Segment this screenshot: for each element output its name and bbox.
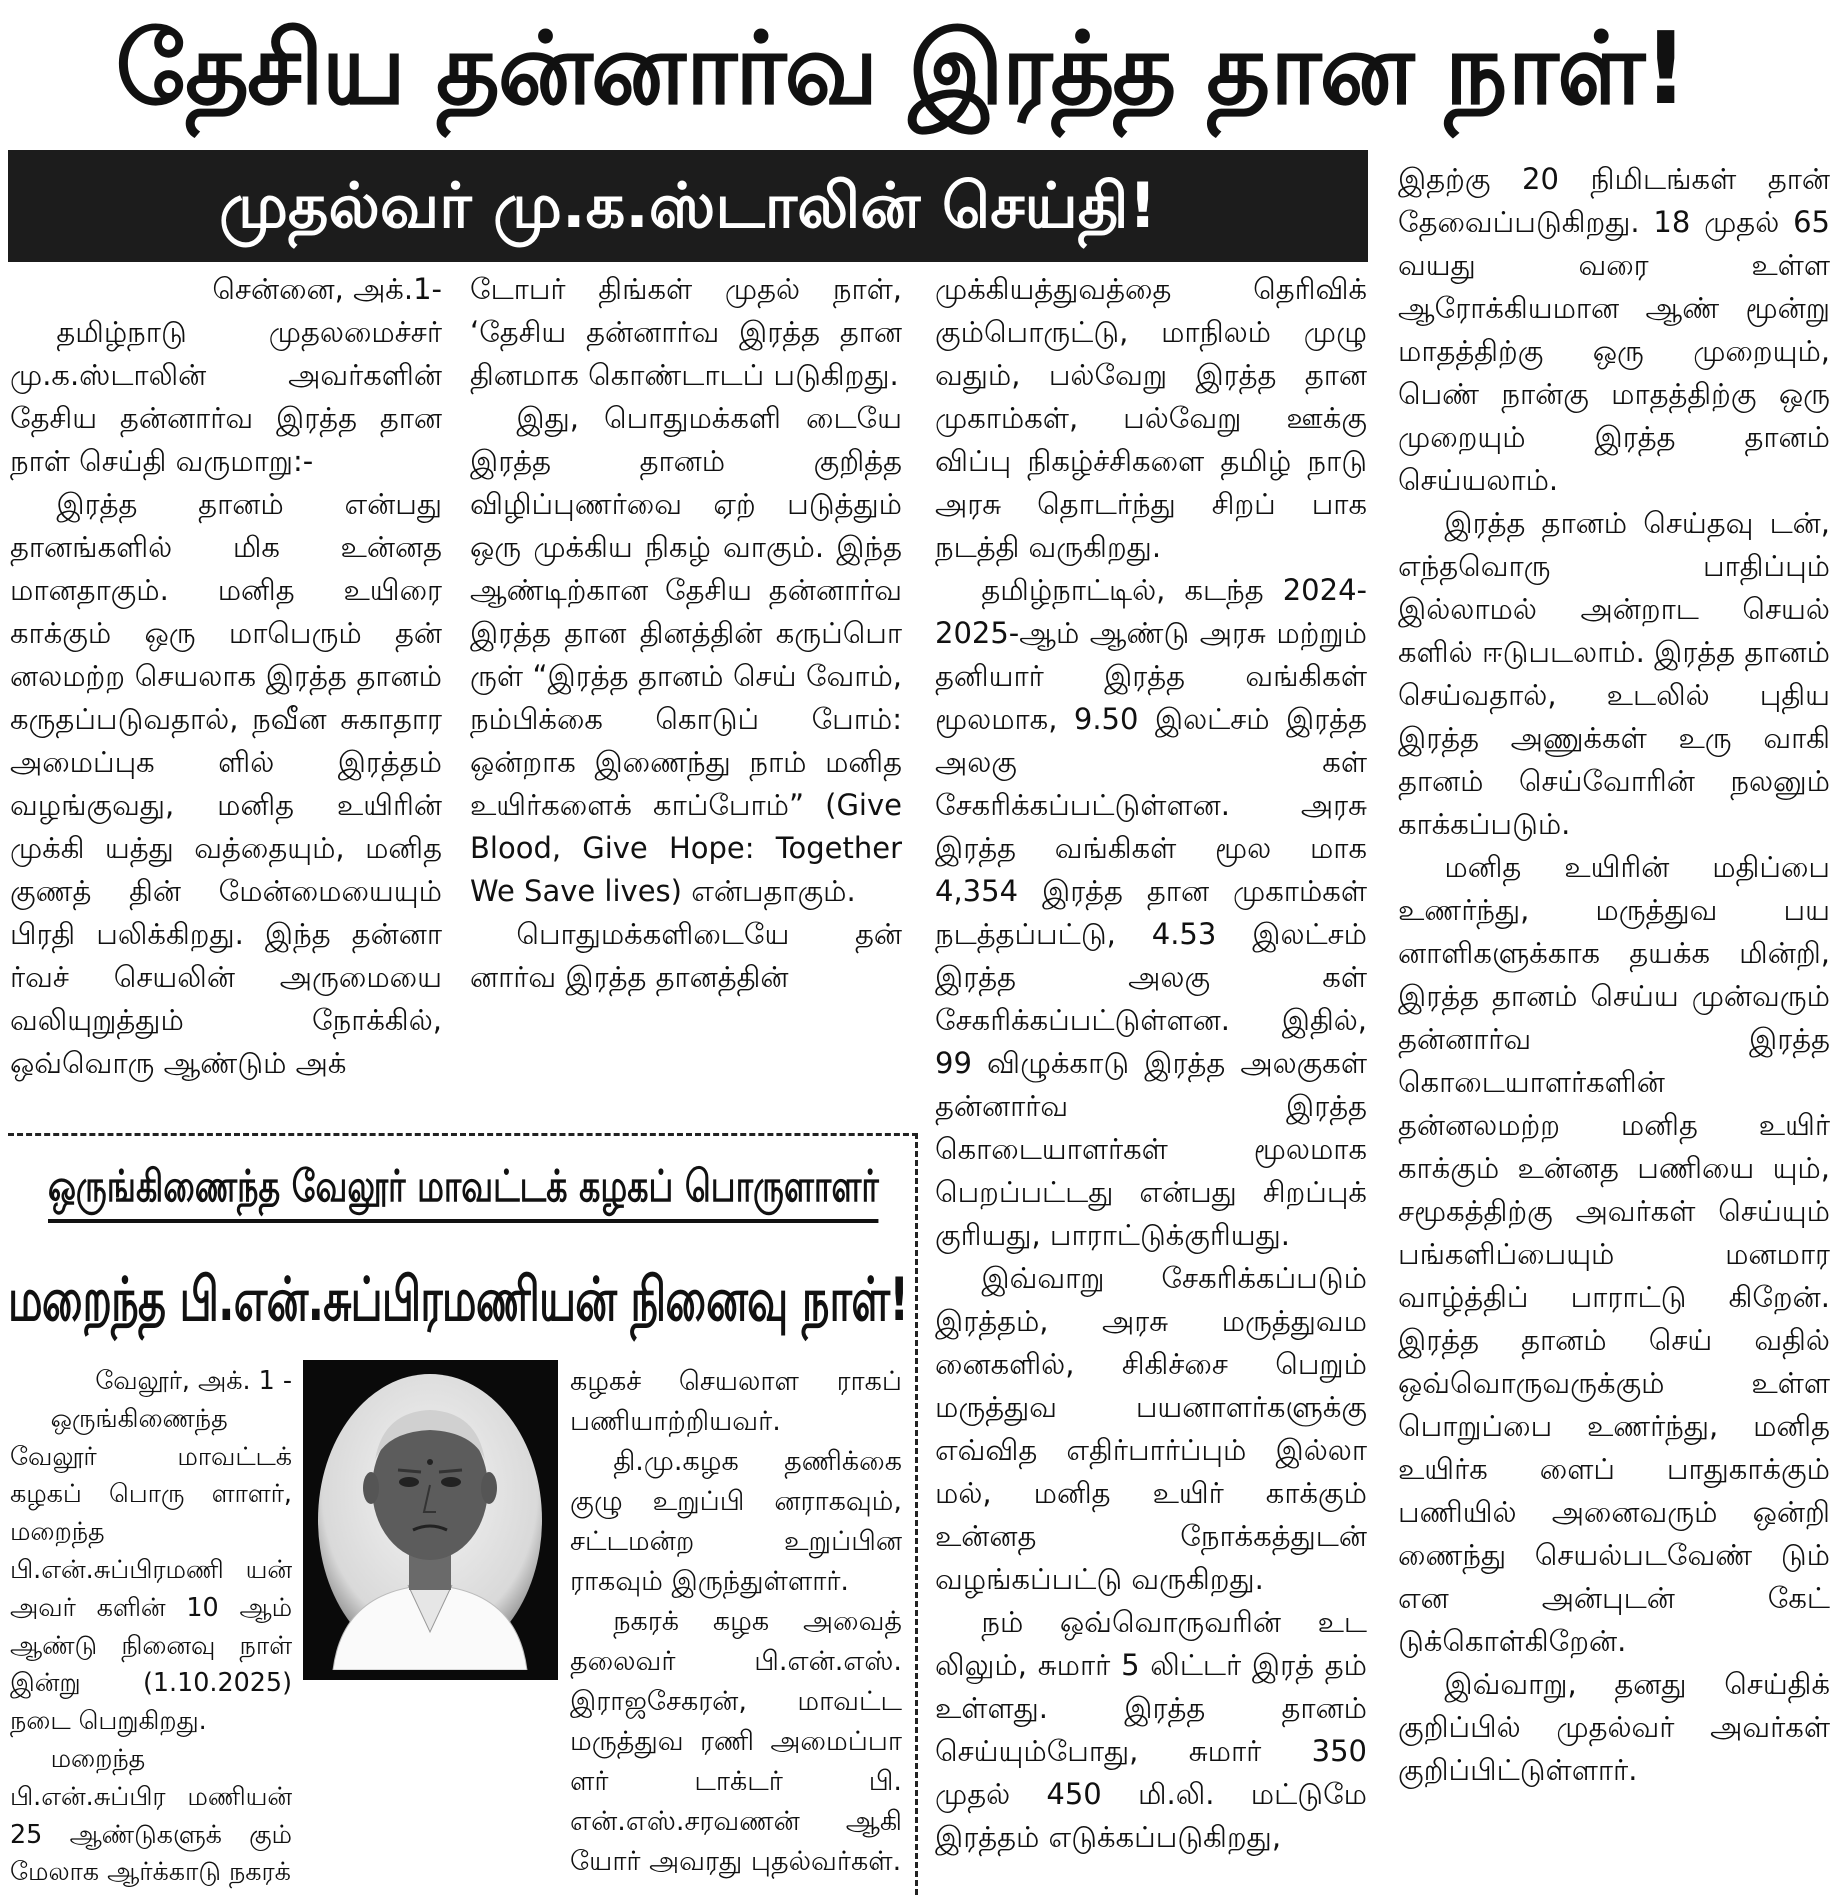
article-column-1	[10, 268, 442, 1138]
article-paragraph: இதற்கு 20 நிமிடங்கள் தான் தேவைப்படுகிறது. 18 முதல் 65 வயது வரை உள்ள ஆரோக்கியமான ஆண் மூன்று மாதத்திற்கு ஒரு முறையும், பெண் நான்கு மாதத்திற்கு ஒரு முறையும் இரத்த தானம் செய்யலாம்.	[1398, 162, 1830, 497]
article-paragraph: நம் ஒவ்வொருவரின் உட லிலும், சுமார் 5 லிட்டர் இரத் தம் உள்ளது. இரத்த தானம் செய்யும்போது, சுமார் 350 முதல் 450 மி.லி. மட்டுமே இரத்தம் எடுக்கப்படுகிறது,	[935, 1605, 1367, 1854]
article-paragraph: இரத்த தானம் செய்தவு டன், எந்தவொரு பாதிப்பும் இல்லாமல் அன்றாட செயல் களில் ஈடுபடலாம். இரத்த தானம் செய்வதால், உடலில் புதிய இரத்த அணுக்கள் உரு வாகி தானம் செய்வோரின் நலனும் காக்கப்படும்.	[1398, 506, 1830, 841]
article-dateline: சென்னை, அக்.1-	[212, 272, 442, 306]
article-column-3	[935, 268, 1367, 1898]
article-paragraph: தமிழ்நாடு முதலமைச்சர் மு.க.ஸ்டாலின் அவர்களின் தேசிய தன்னார்வ இரத்த தான நாள் செய்தி வருமாறு:-	[10, 315, 442, 478]
obituary-subheading: ஒருங்கிணைந்த வேலூர் மாவட்டக் கழகப் பொருளாளர்	[48, 1155, 878, 1223]
portrait-illustration	[313, 1370, 548, 1670]
portrait-photo	[303, 1360, 558, 1680]
page-headline: தேசிய தன்னார்வ இரத்த தான நாள்!	[115, 10, 1687, 127]
article-paragraph: டோபர் திங்கள் முதல் நாள், ‘தேசிய தன்னார்வ இரத்த தான தினமாக கொண்டாடப் படுகிறது.	[470, 272, 902, 392]
article-paragraph: பொதுமக்களிடையே தன் னார்வ இரத்த தானத்தின்	[470, 917, 902, 994]
article-paragraph: இரத்த தானம் என்பது தானங்களில் மிக உன்னத மானதாகும். மனித உயிரை காக்கும் ஒரு மாபெரும் தன் னலமற்ற செயலாக இரத்த தானம் கருதப்படுவதால், நவீன சுகாதார அமைப்புக ளில் இரத்தம் வழங்குவது, மனித உயிரின் முக்கி யத்து வத்தையும், மனித குணத் தின் மேன்மையையும் பிரதி பலிக்கிறது. இந்த தன்னா ர்வச் செயலின் அருமையை வலியுறுத்தும் நோக்கில், ஒவ்வொரு ஆண்டும் அக்	[10, 487, 442, 1080]
article-column-4	[1398, 158, 1830, 1898]
article-paragraph: முக்கியத்துவத்தை தெரிவிக் கும்பொருட்டு, மாநிலம் முழு வதும், பல்வேறு இரத்த தான முகாம்கள், பல்வேறு ஊக்கு விப்பு நிகழ்ச்சிகளை தமிழ் நாடு அரசு தொடர்ந்து சிறப் பாக நடத்தி வருகிறது.	[935, 272, 1367, 564]
obituary-paragraph: மறைந்த பி.என்.சுப்பிர மணியன் 25 ஆண்டுகளுக் கும் மேலாக ஆர்க்காடு நகரக்	[10, 1742, 292, 1887]
article-paragraph: இவ்வாறு சேகரிக்கப்படும் இரத்தம், அரசு மருத்துவம னைகளில், சிகிச்சை பெறும் மருத்துவ பயனாளர்களுக்கு எவ்வித எதிர்பார்ப்பும் இல்லா மல், மனித உயிர் காக்கும் உன்னத நோக்கத்துடன் வழங்கப்பட்டு வருகிறது.	[935, 1261, 1367, 1596]
obituary-paragraph: ஒருங்கிணைந்த வேலூர் மாவட்டக் கழகப் பொரு ளாளர், மறைந்த பி.என்.சுப்பிரமணி யன் அவர் களின் 10 ஆம் ஆண்டு நினைவு நாள் இன்று (1.10.2025) நடை பெறுகிறது.	[10, 1402, 292, 1736]
article-paragraph: தமிழ்நாட்டில், கடந்த 2024-2025-ஆம் ஆண்டு அரசு மற்றும் தனியார் இரத்த வங்கிகள் மூலமாக, 9.50 இலட்சம் இரத்த அலகு கள் சேகரிக்கப்பட்டுள்ளன. அரசு இரத்த வங்கிகள் மூல மாக 4,354 இரத்த தான முகாம்கள் நடத்தப்பட்டு, 4.53 இலட்சம் இரத்த அலகு கள் சேகரிக்கப்பட்டுள்ளன. இதில், 99 விழுக்காடு இரத்த அலகுகள் தன்னார்வ இரத்த கொடையாளர்கள் மூலமாக பெறப்பட்டது என்பது சிறப்புக் குரியது, பாராட்டுக்குரியது.	[935, 573, 1367, 1252]
obituary-column-left	[10, 1362, 292, 1892]
obituary-paragraph: நகரக் கழக அவைத் தலைவர் பி.என்.எஸ். இராஜசேகரன், மாவட்ட மருத்துவ ரணி அமைப்பா ளர் டாக்டர் பி. என்.எஸ்.சரவணன் ஆகி யோர் அவரது புதல்வர்கள்.	[570, 1606, 902, 1877]
article-paragraph: இது, பொதுமக்களி டையே இரத்த தானம் குறித்த விழிப்புணர்வை ஏற் படுத்தும் ஒரு முக்கிய நிகழ் வாகும். இந்த ஆண்டிற்கான தேசிய தன்னார்வ இரத்த தான தினத்தின் கருப்பொ ருள் “இரத்த தானம் செய் வோம், நம்பிக்கை கொடுப் போம்: ஒன்றாக இணைந்து நாம் மனித உயிர்களைக் காப்போம்” (Give Blood, Give Hope: Together We Save lives) என்பதாகும்.	[470, 401, 902, 908]
obituary-dateline: வேலூர், அக். 1 -	[95, 1365, 292, 1395]
article-banner: முதல்வர் மு.க.ஸ்டாலின் செய்தி!	[8, 150, 1368, 262]
obituary-paragraph: கழகச் செயலாள ராகப் பணியாற்றியவர்.	[570, 1366, 902, 1437]
obituary-heading: மறைந்த பி.என்.சுப்பிரமணியன் நினைவு நாள்!	[8, 1265, 909, 1335]
article-paragraph: மனித உயிரின் மதிப்பை உணர்ந்து, மருத்துவ பய னாளிகளுக்காக தயக்க மின்றி, இரத்த தானம் செய்ய முன்வரும் தன்னார்வ இரத்த கொடையாளர்களின் தன்னலமற்ற மனித உயிர் காக்கும் உன்னத பணியை யும், சமூகத்திற்கு அவர்கள் செய்யும் பங்களிப்பையும் மனமார வாழ்த்திப் பாராட்டு கிறேன். இரத்த தானம் செய் வதில் ஒவ்வொருவருக்கும் உள்ள பொறுப்பை உணர்ந்து, மனித உயிர்க ளைப் பாதுகாக்கும் பணியில் அனைவரும் ஒன்றி ணைந்து செயல்படவேண் டும் என அன்புடன் கேட் டுக்கொள்கிறேன்.	[1398, 850, 1830, 1658]
article-column-2	[470, 268, 902, 1138]
obituary-column-right	[570, 1362, 902, 1892]
obituary-paragraph: தி.மு.கழக தணிக்கை குழு உறுப்பி னராகவும், சட்டமன்ற உறுப்பின ராகவும் இருந்துள்ளார்.	[570, 1446, 902, 1597]
article-paragraph: இவ்வாறு, தனது செய்திக் குறிப்பில் முதல்வர் அவர்கள் குறிப்பிட்டுள்ளார்.	[1398, 1667, 1830, 1787]
